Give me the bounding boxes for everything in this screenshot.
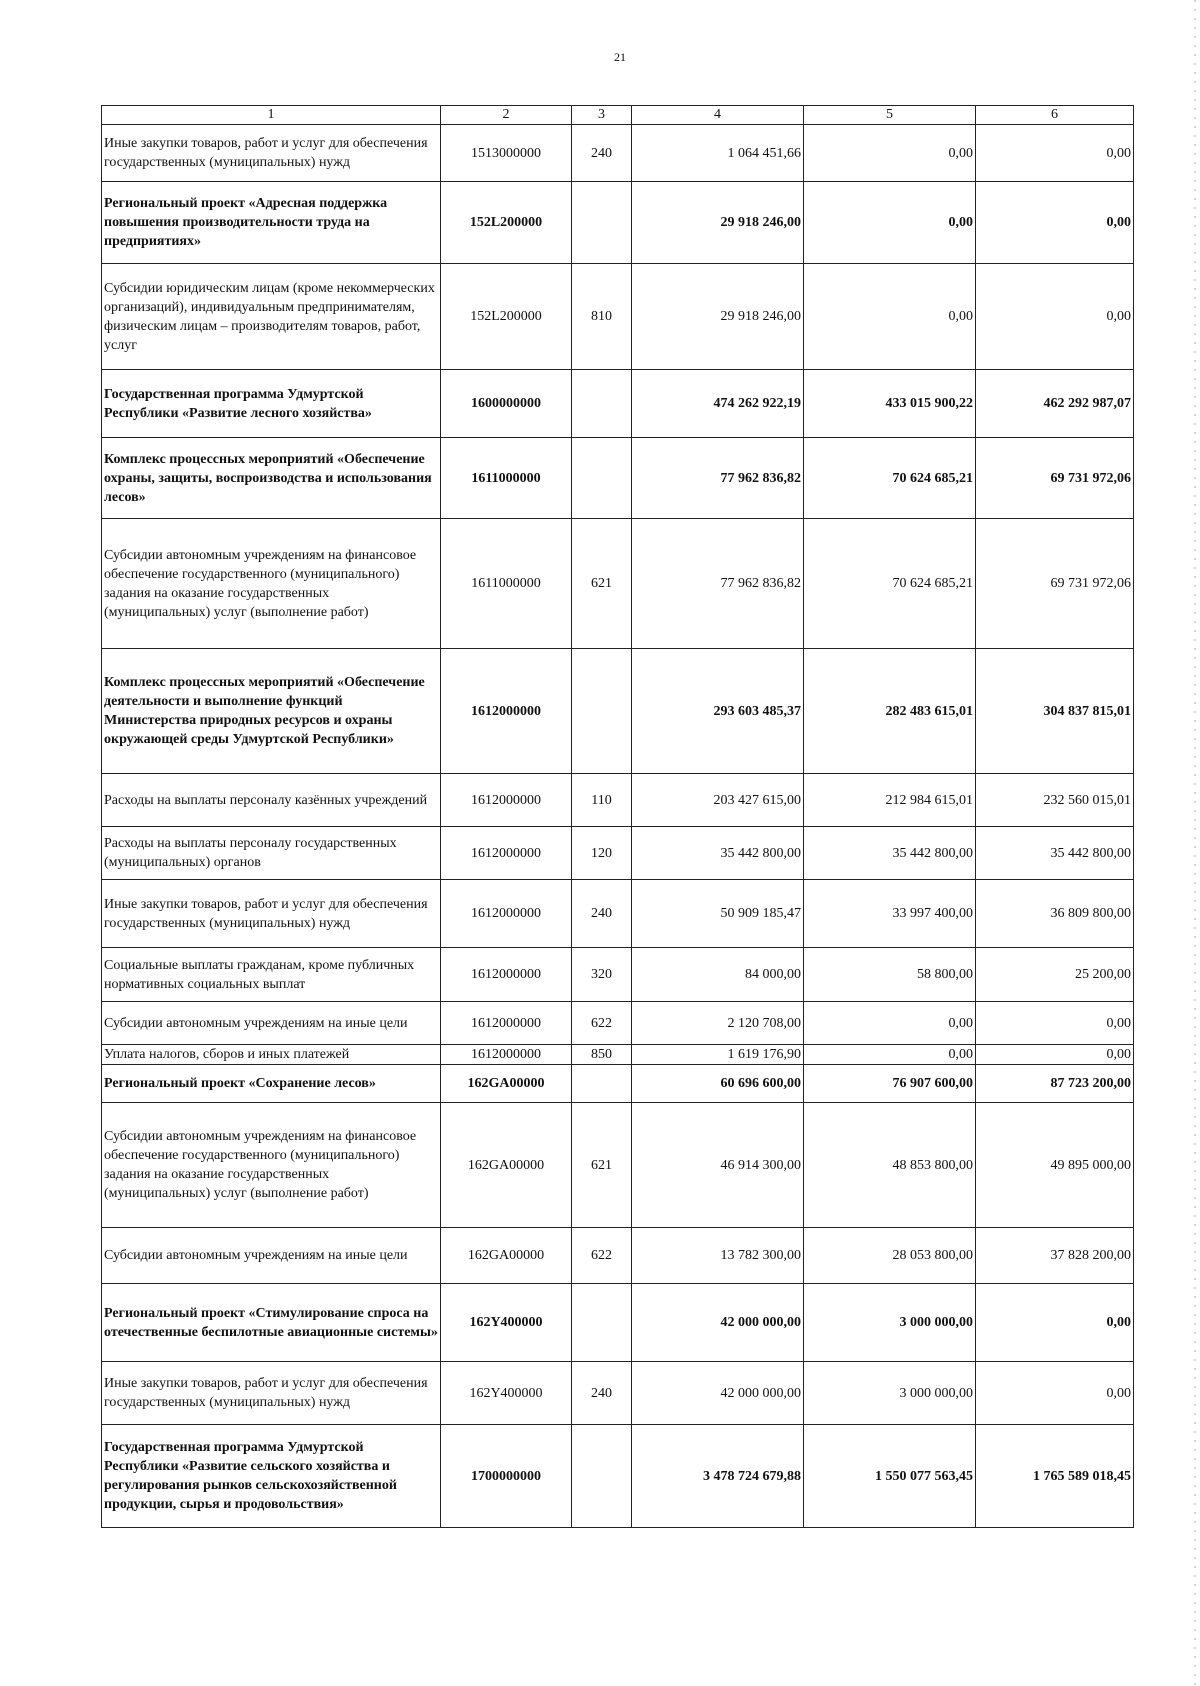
header-col-2: 2 [441,106,572,125]
row-expense-type: 622 [572,1228,632,1284]
row-expense-type [572,649,632,774]
row-amount-col6: 0,00 [976,1284,1134,1362]
row-amount-col5: 28 053 800,00 [804,1228,976,1284]
row-name: Расходы на выплаты персоналу государственных (муниципальных) органов [102,827,441,880]
row-name: Субсидии автономным учреждениям на иные цели [102,1002,441,1045]
row-amount-col4: 77 962 836,82 [632,519,804,649]
table-row [102,182,1134,264]
row-amount-col5: 33 997 400,00 [804,880,976,948]
row-expense-type: 240 [572,125,632,182]
row-amount-col6: 1 765 589 018,45 [976,1425,1134,1528]
row-amount-col5: 433 015 900,22 [804,370,976,438]
row-amount-col6: 304 837 815,01 [976,649,1134,774]
row-amount-col5: 70 624 685,21 [804,519,976,649]
row-amount-col4: 42 000 000,00 [632,1284,804,1362]
table-row [102,948,1134,1002]
row-amount-col4: 474 262 922,19 [632,370,804,438]
row-amount-col6: 0,00 [976,182,1134,264]
row-code: 1611000000 [441,438,572,519]
row-amount-col6: 232 560 015,01 [976,774,1134,827]
table-row [102,438,1134,519]
row-code: 1612000000 [441,1002,572,1045]
row-amount-col4: 203 427 615,00 [632,774,804,827]
row-code: 1612000000 [441,649,572,774]
row-expense-type: 320 [572,948,632,1002]
row-code: 1612000000 [441,774,572,827]
row-code: 162GA00000 [441,1228,572,1284]
row-amount-col5: 3 000 000,00 [804,1362,976,1425]
row-name: Расходы на выплаты персоналу казённых учреждений [102,774,441,827]
scan-edge-artifact [1194,0,1196,1686]
row-name: Региональный проект «Адресная поддержка повышения производительности труда на предприятиях» [102,182,441,264]
row-amount-col6: 462 292 987,07 [976,370,1134,438]
row-amount-col4: 50 909 185,47 [632,880,804,948]
row-amount-col6: 0,00 [976,1002,1134,1045]
row-amount-col5: 3 000 000,00 [804,1284,976,1362]
row-code: 1612000000 [441,1045,572,1065]
row-amount-col4: 13 782 300,00 [632,1228,804,1284]
row-code: 1612000000 [441,948,572,1002]
table-row [102,370,1134,438]
row-amount-col4: 84 000,00 [632,948,804,1002]
row-amount-col6: 0,00 [976,264,1134,370]
row-amount-col5: 76 907 600,00 [804,1065,976,1103]
row-amount-col5: 0,00 [804,125,976,182]
row-expense-type [572,1284,632,1362]
row-expense-type: 622 [572,1002,632,1045]
header-col-6: 6 [976,106,1134,125]
row-name: Субсидии автономным учреждениям на финансовое обеспечение государственного (муниципального) задания на оказание государственных (муниципальных) услуг (выполнение работ) [102,519,441,649]
row-amount-col4: 29 918 246,00 [632,182,804,264]
row-expense-type: 850 [572,1045,632,1065]
table-row [102,1362,1134,1425]
row-name: Социальные выплаты гражданам, кроме публичных нормативных социальных выплат [102,948,441,1002]
row-name: Государственная программа Удмуртской Республики «Развитие лесного хозяйства» [102,370,441,438]
row-expense-type: 240 [572,880,632,948]
header-col-3: 3 [572,106,632,125]
row-amount-col4: 46 914 300,00 [632,1103,804,1228]
row-name: Субсидии юридическим лицам (кроме некоммерческих организаций), индивидуальным предпринимателям, физическим лицам – производителям товаров, работ, услуг [102,264,441,370]
row-amount-col6: 37 828 200,00 [976,1228,1134,1284]
table-header [102,106,1134,125]
table-row [102,519,1134,649]
row-code: 162GA00000 [441,1065,572,1103]
table-body [102,125,1134,1528]
row-amount-col5: 58 800,00 [804,948,976,1002]
row-amount-col4: 1 619 176,90 [632,1045,804,1065]
row-name: Комплекс процессных мероприятий «Обеспечение охраны, защиты, воспроизводства и использования лесов» [102,438,441,519]
row-code: 1700000000 [441,1425,572,1528]
row-expense-type [572,1425,632,1528]
row-name: Комплекс процессных мероприятий «Обеспечение деятельности и выполнение функций Министерства природных ресурсов и охраны окружающей среды Удмуртской Республики» [102,649,441,774]
table-row [102,827,1134,880]
header-col-1: 1 [102,106,441,125]
header-col-5: 5 [804,106,976,125]
row-amount-col5: 70 624 685,21 [804,438,976,519]
row-amount-col5: 1 550 077 563,45 [804,1425,976,1528]
header-row [102,106,1134,125]
row-name: Уплата налогов, сборов и иных платежей [102,1045,441,1065]
row-code: 1611000000 [441,519,572,649]
row-amount-col6: 49 895 000,00 [976,1103,1134,1228]
row-code: 152L200000 [441,264,572,370]
row-code: 162Y400000 [441,1284,572,1362]
row-code: 162Y400000 [441,1362,572,1425]
row-amount-col4: 77 962 836,82 [632,438,804,519]
table-row [102,1002,1134,1045]
page-number: 21 [614,50,626,64]
table-row [102,1284,1134,1362]
row-name: Государственная программа Удмуртской Республики «Развитие сельского хозяйства и регулирования рынков сельскохозяйственной продукции, сырья и продовольствия» [102,1425,441,1528]
row-code: 1600000000 [441,370,572,438]
row-amount-col6: 0,00 [976,1362,1134,1425]
table-row [102,1228,1134,1284]
row-amount-col4: 2 120 708,00 [632,1002,804,1045]
row-amount-col5: 35 442 800,00 [804,827,976,880]
row-expense-type [572,182,632,264]
table-row [102,1425,1134,1528]
table-row [102,1045,1134,1065]
row-amount-col5: 0,00 [804,182,976,264]
row-amount-col4: 29 918 246,00 [632,264,804,370]
row-amount-col6: 36 809 800,00 [976,880,1134,948]
row-expense-type [572,438,632,519]
row-name: Субсидии автономным учреждениям на иные цели [102,1228,441,1284]
row-amount-col4: 293 603 485,37 [632,649,804,774]
row-code: 1612000000 [441,827,572,880]
row-amount-col5: 0,00 [804,264,976,370]
row-amount-col5: 212 984 615,01 [804,774,976,827]
row-amount-col4: 60 696 600,00 [632,1065,804,1103]
row-amount-col5: 282 483 615,01 [804,649,976,774]
row-amount-col6: 0,00 [976,125,1134,182]
header-col-4: 4 [632,106,804,125]
row-name: Иные закупки товаров, работ и услуг для обеспечения государственных (муниципальных) нужд [102,125,441,182]
row-amount-col6: 0,00 [976,1045,1134,1065]
table-row [102,125,1134,182]
row-expense-type: 810 [572,264,632,370]
row-name: Иные закупки товаров, работ и услуг для обеспечения государственных (муниципальных) нужд [102,1362,441,1425]
row-amount-col4: 3 478 724 679,88 [632,1425,804,1528]
budget-table [101,105,1134,1528]
row-amount-col5: 48 853 800,00 [804,1103,976,1228]
row-amount-col4: 42 000 000,00 [632,1362,804,1425]
row-amount-col6: 35 442 800,00 [976,827,1134,880]
table-row [102,649,1134,774]
row-amount-col6: 87 723 200,00 [976,1065,1134,1103]
row-amount-col6: 69 731 972,06 [976,519,1134,649]
table-row [102,1065,1134,1103]
table-row [102,880,1134,948]
row-name: Субсидии автономным учреждениям на финансовое обеспечение государственного (муниципального) задания на оказание государственных (муниципальных) услуг (выполнение работ) [102,1103,441,1228]
row-name: Региональный проект «Сохранение лесов» [102,1065,441,1103]
table-row [102,1103,1134,1228]
table-row [102,264,1134,370]
row-code: 162GA00000 [441,1103,572,1228]
row-amount-col5: 0,00 [804,1045,976,1065]
row-code: 152L200000 [441,182,572,264]
row-code: 1513000000 [441,125,572,182]
row-expense-type [572,1065,632,1103]
row-amount-col5: 0,00 [804,1002,976,1045]
row-name: Региональный проект «Стимулирование спроса на отечественные беспилотные авиационные системы» [102,1284,441,1362]
row-expense-type: 240 [572,1362,632,1425]
row-amount-col4: 1 064 451,66 [632,125,804,182]
row-expense-type: 621 [572,1103,632,1228]
row-name: Иные закупки товаров, работ и услуг для обеспечения государственных (муниципальных) нужд [102,880,441,948]
row-expense-type: 120 [572,827,632,880]
row-expense-type: 110 [572,774,632,827]
row-expense-type: 621 [572,519,632,649]
row-amount-col6: 69 731 972,06 [976,438,1134,519]
row-amount-col4: 35 442 800,00 [632,827,804,880]
row-amount-col6: 25 200,00 [976,948,1134,1002]
table-row [102,774,1134,827]
row-code: 1612000000 [441,880,572,948]
row-expense-type [572,370,632,438]
